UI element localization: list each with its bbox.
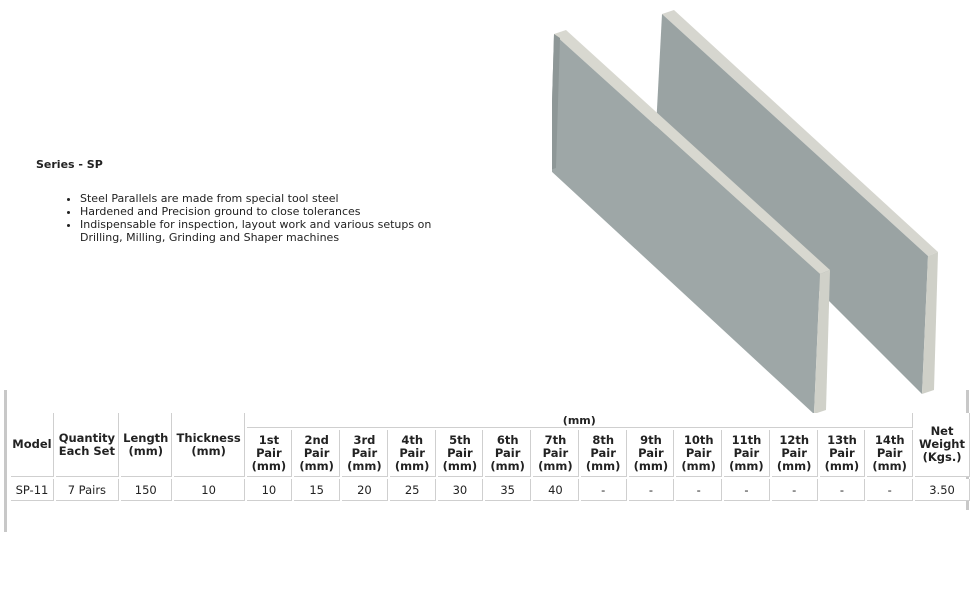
table-row [11, 479, 970, 501]
cell-net-weight: 3.50 [915, 479, 970, 501]
header-pair: 4th Pair (mm) [390, 430, 436, 477]
cell-pair: - [676, 479, 722, 501]
header-pair: 7th Pair (mm) [533, 430, 579, 477]
cell-pair: - [581, 479, 627, 501]
header-pair: 2nd Pair (mm) [294, 430, 340, 477]
cell-pair: - [772, 479, 818, 501]
divider [4, 390, 7, 532]
feature-item: • Steel Parallels are made from special tool steel [80, 192, 440, 205]
header-pair: 8th Pair (mm) [581, 430, 627, 477]
cell-pair: 15 [294, 479, 340, 501]
cell-pair: 25 [390, 479, 436, 501]
header-pair: 12th Pair (mm) [772, 430, 818, 477]
cell-pair: - [820, 479, 866, 501]
header-pair: 5th Pair (mm) [438, 430, 484, 477]
cell-model: SP-11 [11, 479, 54, 501]
cell-pair: 10 [247, 479, 293, 501]
header-pair: 14th Pair (mm) [867, 430, 913, 477]
header-quantity: Quantity Each Set [56, 413, 119, 477]
feature-item: • Indispensable for inspection, layout work and various setups on Drilling, Milling, Grinding and Shaper machines [80, 218, 440, 244]
steel-parallels-image [552, 8, 942, 416]
header-thickness: Thickness (mm) [174, 413, 245, 477]
header-pair: 3rd Pair (mm) [342, 430, 388, 477]
header-pair: 10th Pair (mm) [676, 430, 722, 477]
spec-table [9, 411, 972, 503]
header-pair: 9th Pair (mm) [629, 430, 675, 477]
cell-pair: 35 [485, 479, 531, 501]
cell-pair: - [724, 479, 770, 501]
header-pair: 1st Pair (mm) [247, 430, 293, 477]
cell-thickness: 10 [174, 479, 245, 501]
header-net-weight: Net Weight (Kgs.) [915, 413, 970, 477]
header-model: Model [11, 413, 54, 477]
cell-pair: 30 [438, 479, 484, 501]
cell-pair: 40 [533, 479, 579, 501]
cell-length: 150 [121, 479, 172, 501]
header-pair: 13th Pair (mm) [820, 430, 866, 477]
header-length: Length (mm) [121, 413, 172, 477]
feature-item: • Hardened and Precision ground to close tolerances [80, 205, 440, 218]
header-group: (mm) [247, 413, 914, 428]
cell-pair: 20 [342, 479, 388, 501]
cell-pair: - [629, 479, 675, 501]
feature-list [62, 192, 440, 244]
header-pair: 6th Pair (mm) [485, 430, 531, 477]
series-title: Series - SP [36, 158, 103, 171]
cell-quantity: 7 Pairs [56, 479, 119, 501]
cell-pair: - [867, 479, 913, 501]
header-pair: 11th Pair (mm) [724, 430, 770, 477]
